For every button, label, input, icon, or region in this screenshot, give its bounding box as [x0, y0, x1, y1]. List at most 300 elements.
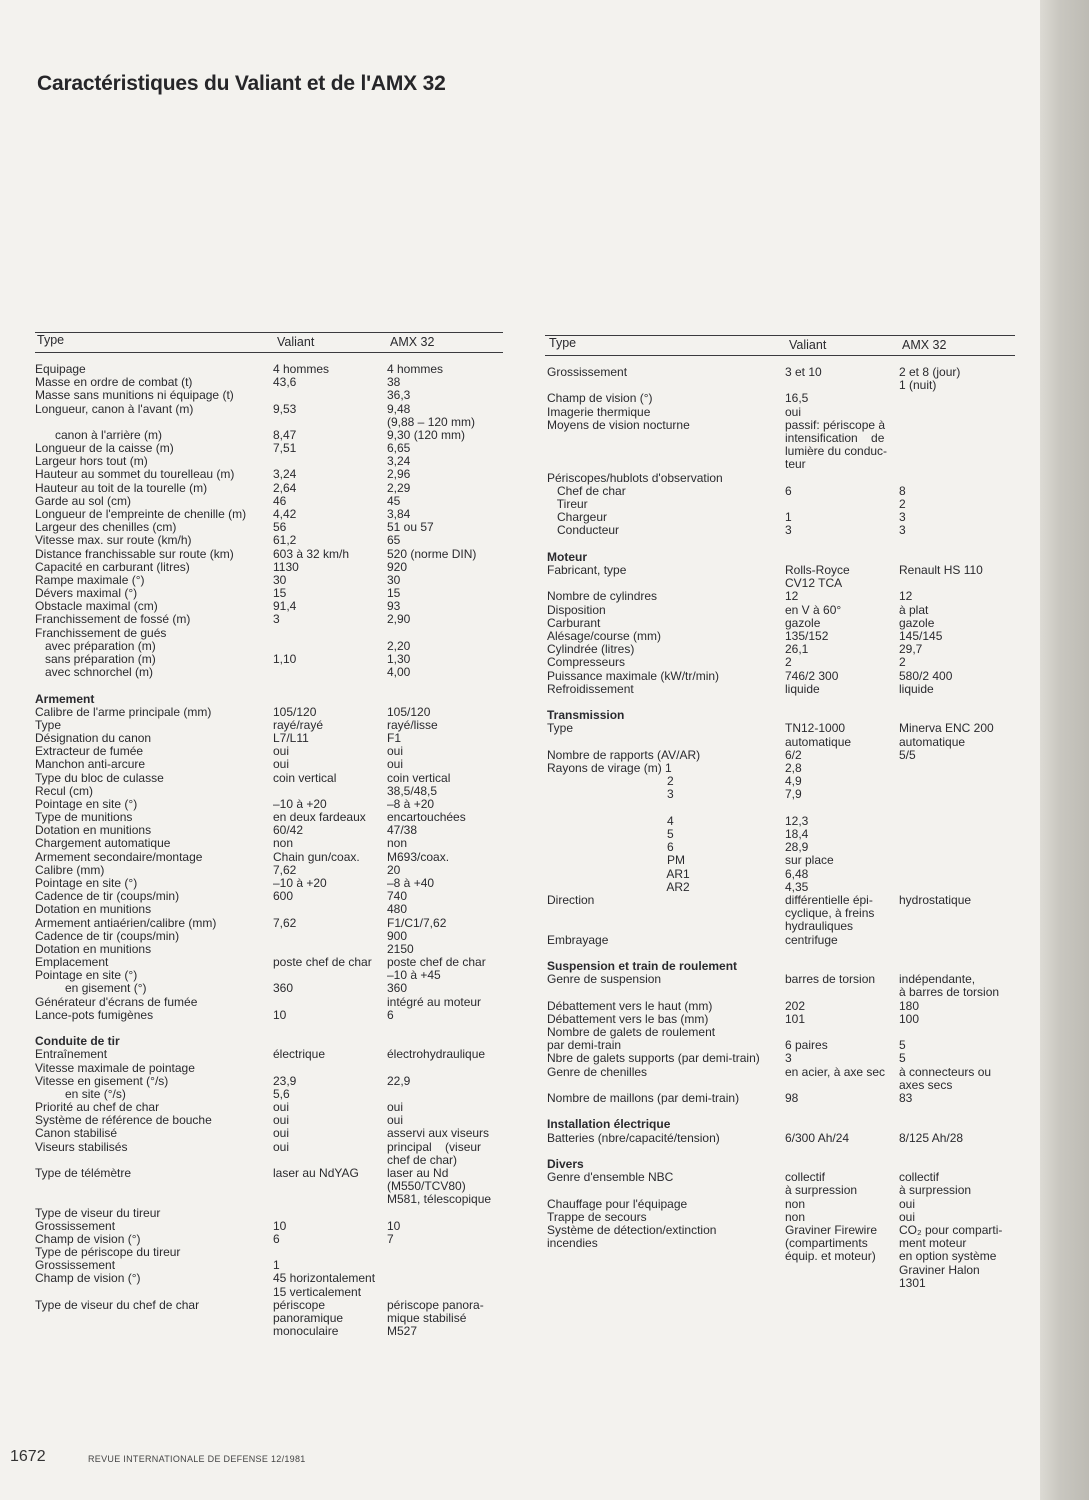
amx32-value: 6,65 — [387, 441, 411, 456]
valiant-value: 28,9 — [785, 840, 809, 855]
header-rule-bottom — [545, 355, 1015, 356]
amx32-value: 3 — [899, 523, 906, 538]
valiant-value: électrique — [273, 1047, 326, 1062]
amx32-value: électrohydraulique — [387, 1047, 486, 1062]
valiant-value: 105/120 — [273, 704, 317, 719]
amx32-value: axes secs — [899, 1077, 953, 1092]
valiant-value: sur place — [785, 853, 834, 868]
header-valiant: Valiant — [789, 338, 827, 352]
valiant-value: 91,4 — [273, 599, 297, 614]
spec-label: Priorité au chef de char — [35, 1100, 160, 1115]
valiant-value: 45 horizontalement — [273, 1271, 376, 1286]
amx32-value: M693/coax. — [387, 849, 450, 864]
spec-label: Chef de char — [547, 483, 626, 498]
spec-label: Dotation en munitions — [35, 941, 152, 956]
valiant-value: 4,42 — [273, 506, 297, 521]
spec-label: Rayons de virage (m) 1 — [547, 761, 672, 775]
spec-label: Champ de vision (°) — [547, 391, 653, 406]
amx32-value: périscope panora- — [387, 1297, 484, 1312]
spec-label: Masse sans munitions ni équipage (t) — [35, 388, 234, 403]
amx32-value: en option système — [899, 1249, 997, 1264]
amx32-value: 2 — [899, 655, 906, 670]
valiant-value: teur — [785, 457, 806, 472]
spec-label: Champ de vision (°) — [35, 1271, 141, 1286]
amx32-value: (M550/TCV80) — [387, 1179, 466, 1194]
spec-label: Embrayage — [547, 932, 609, 947]
amx32-value: non — [387, 836, 408, 851]
valiant-value: poste chef de char — [273, 955, 372, 970]
amx32-value: 105/120 — [387, 704, 431, 719]
amx32-value: oui — [387, 1100, 404, 1115]
amx32-value: –8 à +40 — [387, 876, 435, 891]
spec-label: Périscopes/hublots d'observation — [547, 470, 723, 485]
valiant-value: 360 — [273, 981, 294, 996]
spec-label: Direction — [547, 893, 595, 907]
amx32-value: 5/5 — [899, 747, 916, 762]
amx32-value: 7 — [387, 1231, 394, 1246]
scan-edge — [1040, 0, 1089, 1500]
spec-label: Viseurs stabilisés — [35, 1139, 128, 1154]
valiant-value: 26,1 — [785, 642, 809, 657]
amx32-value: oui — [387, 744, 404, 759]
spec-label: Pointage en site (°) — [35, 796, 138, 811]
valiant-value: –10 à +20 — [273, 876, 327, 891]
valiant-value: 60/42 — [273, 823, 304, 838]
spec-label: Emplacement — [35, 955, 109, 970]
header-amx32: AMX 32 — [390, 335, 435, 349]
valiant-value: CV12 TCA — [785, 576, 843, 591]
amx32-value: F1 — [387, 731, 402, 746]
valiant-value: oui — [273, 744, 290, 759]
amx32-value: à surpression — [899, 1183, 972, 1198]
amx32-value: 9,48 — [387, 401, 411, 416]
valiant-value: 6 — [785, 483, 792, 498]
amx32-value: 10 — [387, 1218, 401, 1233]
valiant-value: en acier, à axe sec — [785, 1064, 886, 1079]
left-spec-table — [35, 332, 503, 1372]
spec-label: Débattement vers le haut (mm) — [547, 998, 713, 1013]
spec-label: Désignation du canon — [35, 731, 152, 746]
valiant-value: 1130 — [273, 559, 299, 574]
amx32-value: Graviner Halon — [899, 1262, 980, 1277]
spec-label: 6 — [547, 840, 674, 855]
valiant-value: oui — [273, 757, 290, 772]
valiant-value: L7/L11 — [273, 731, 309, 746]
header-rule-top — [545, 335, 1015, 336]
spec-label: Alésage/course (mm) — [547, 629, 662, 643]
valiant-value: Graviner Firewire — [785, 1223, 878, 1237]
amx32-value: coin vertical — [387, 770, 451, 785]
spec-label: Trappe de secours — [547, 1209, 647, 1224]
spec-label: Type du bloc de culasse — [35, 770, 164, 785]
amx32-value: 3,24 — [387, 454, 411, 469]
spec-label: Obstacle maximal (cm) — [35, 599, 158, 614]
valiant-value: en deux fardeaux — [273, 810, 366, 825]
spec-label: Vitesse en gisement (°/s) — [35, 1073, 169, 1088]
amx32-value: 2150 — [387, 941, 414, 956]
valiant-value: Rolls-Royce — [785, 563, 850, 577]
amx32-value: 2,90 — [387, 612, 411, 627]
valiant-value: 3 — [785, 1051, 792, 1066]
spec-label: Vitesse maximale de pointage — [35, 1060, 195, 1075]
amx32-value: à barres de torsion — [899, 985, 1000, 1000]
valiant-value: TN12-1000 — [785, 721, 846, 736]
valiant-value: 3 — [273, 612, 280, 627]
valiant-value: oui — [273, 1139, 290, 1154]
valiant-value: gazole — [785, 615, 821, 630]
spec-label: Débattement vers le bas (mm) — [547, 1011, 709, 1026]
amx32-value: 3,84 — [387, 506, 411, 521]
valiant-value: 43,6 — [273, 375, 297, 390]
amx32-value: CO₂ pour comparti- — [899, 1223, 1003, 1237]
valiant-value: 3 — [785, 523, 792, 538]
amx32-value: 8/125 Ah/28 — [899, 1130, 964, 1145]
valiant-value: 746/2 300 — [785, 668, 839, 683]
spec-label: Conducteur — [547, 523, 620, 538]
spec-label: AR2 — [547, 879, 690, 894]
spec-label: Distance franchissable sur route (km) — [35, 546, 234, 561]
amx32-value: F1/C1/7,62 — [387, 915, 447, 930]
valiant-value: 6,48 — [785, 866, 809, 881]
header-rule-bottom — [35, 352, 503, 353]
valiant-value: 10 — [273, 1007, 287, 1022]
spec-label: Franchissement de fossé (m) — [35, 612, 191, 627]
amx32-value: collectif — [899, 1170, 940, 1185]
valiant-value: barres de torsion — [785, 972, 876, 987]
spec-label: Dotation en munitions — [35, 902, 152, 917]
valiant-value: 30 — [273, 572, 287, 587]
amx32-value: 6 — [387, 1007, 394, 1022]
spec-label: 2 — [547, 774, 674, 789]
amx32-value: principal (viseur — [387, 1139, 482, 1154]
spec-label: Type de télémètre — [35, 1165, 132, 1180]
amx32-value: asservi aux viseurs — [387, 1126, 490, 1141]
amx32-value: 740 — [387, 889, 408, 904]
section-heading: Installation électrique — [547, 1117, 671, 1132]
spec-label: Lance-pots fumigènes — [35, 1007, 154, 1022]
amx32-value: 4 hommes — [387, 362, 444, 376]
valiant-value: oui — [273, 1126, 290, 1141]
valiant-value: 8,47 — [273, 427, 297, 442]
amx32-value: à plat — [899, 602, 929, 617]
section-heading: Divers — [547, 1157, 584, 1171]
amx32-value: 520 (norme DIN) — [387, 546, 477, 561]
amx32-value: 12 — [899, 589, 913, 604]
valiant-value: 7,62 — [273, 915, 297, 930]
spec-label: Chauffage pour l'équipage — [547, 1196, 688, 1211]
amx32-value: 100 — [899, 1011, 920, 1026]
valiant-value: 3 et 10 — [785, 365, 822, 379]
amx32-value: poste chef de char — [387, 955, 486, 970]
spec-label: Type de viseur du chef de char — [35, 1297, 200, 1312]
spec-label: Genre d'ensemble NBC — [547, 1170, 674, 1185]
spec-label: incendies — [547, 1236, 598, 1251]
spec-label: Chargeur — [547, 510, 608, 525]
amx32-value: –10 à +45 — [387, 968, 441, 983]
valiant-value: –10 à +20 — [273, 796, 327, 811]
spec-label: Canon stabilisé — [35, 1126, 118, 1141]
spec-label: Cylindrée (litres) — [547, 642, 635, 657]
amx32-value: intégré au moteur — [387, 994, 482, 1009]
spec-label: Vitesse max. sur route (km/h) — [35, 533, 192, 548]
amx32-value: 30 — [387, 572, 401, 587]
spec-label: Longueur de la caisse (m) — [35, 441, 174, 456]
amx32-value: Renault HS 110 — [899, 563, 983, 577]
valiant-value: 12,3 — [785, 813, 809, 828]
amx32-value: 2 — [899, 497, 906, 511]
valiant-value: 202 — [785, 998, 806, 1013]
valiant-value: rayé/rayé — [273, 717, 324, 732]
amx32-value: Minerva ENC 200 — [899, 721, 994, 736]
valiant-value: 98 — [785, 1091, 799, 1105]
spec-label: Fabricant, type — [547, 563, 627, 577]
amx32-value: 180 — [899, 998, 920, 1013]
amx32-value: automatique — [899, 734, 966, 749]
spec-label: Largeur des chenilles (cm) — [35, 520, 177, 535]
spec-label: Grossissement — [547, 365, 628, 379]
valiant-value: oui — [273, 1113, 290, 1128]
amx32-value: 2,20 — [387, 638, 411, 653]
amx32-value: 83 — [899, 1091, 913, 1105]
amx32-value: à connecteurs ou — [899, 1064, 992, 1079]
amx32-value: oui — [387, 1113, 404, 1128]
amx32-value: 3 — [899, 510, 906, 525]
amx32-value: hydrostatique — [899, 893, 972, 907]
amx32-value: 580/2 400 — [899, 668, 953, 683]
spec-label: Type de munitions — [35, 810, 133, 825]
spec-label: canon à l'arrière (m) — [35, 427, 162, 442]
spec-label: en site (°/s) — [35, 1086, 126, 1101]
spec-label: Capacité en carburant (litres) — [35, 559, 190, 574]
amx32-value: 47/38 — [387, 823, 418, 838]
right-spec-table — [545, 335, 1015, 1375]
amx32-value: 1 (nuit) — [899, 378, 937, 393]
spec-label: Champ de vision (°) — [35, 1231, 141, 1246]
page-title: Caractéristiques du Valiant et de l'AMX 32 — [37, 72, 446, 95]
valiant-value: en V à 60° — [785, 602, 842, 617]
amx32-value: 1,30 — [387, 651, 411, 666]
section-heading: Suspension et train de roulement — [547, 959, 738, 973]
spec-label: Tireur — [547, 497, 588, 511]
spec-label: Batteries (nbre/capacité/tension) — [547, 1130, 720, 1145]
valiant-value: 4,35 — [785, 879, 809, 894]
spec-label: Compresseurs — [547, 655, 626, 670]
amx32-value: 360 — [387, 981, 408, 996]
valiant-value: intensification de — [785, 431, 885, 445]
amx32-value: 15 — [387, 586, 401, 601]
amx32-value: ment moteur — [899, 1236, 967, 1251]
valiant-value: 4,9 — [785, 774, 802, 789]
amx32-value: 2,29 — [387, 480, 411, 495]
spec-label: Puissance maximale (kW/tr/min) — [547, 668, 720, 683]
valiant-value: 2,8 — [785, 761, 802, 775]
valiant-value: non — [785, 1196, 806, 1211]
section-heading: Conduite de tir — [35, 1034, 120, 1049]
spec-label: Armement secondaire/montage — [35, 849, 203, 864]
header-type: Type — [549, 336, 577, 350]
amx32-value: 5 — [899, 1051, 906, 1066]
spec-label: Nbre de galets supports (par demi-train) — [547, 1051, 760, 1066]
amx32-value: 29,7 — [899, 642, 923, 657]
valiant-value: 18,4 — [785, 827, 809, 841]
header-valiant: Valiant — [277, 335, 315, 349]
spec-label: Entraînement — [35, 1047, 108, 1062]
spec-label: Cadence de tir (coups/min) — [35, 928, 180, 943]
amx32-value: 65 — [387, 533, 401, 548]
header-rule-top — [35, 332, 503, 333]
journal-name: REVUE INTERNATIONALE DE DEFENSE 12/1981 — [88, 1454, 306, 1464]
valiant-value: 1 — [273, 1258, 280, 1273]
spec-label: Pointage en site (°) — [35, 968, 138, 983]
valiant-value: 9,53 — [273, 401, 297, 416]
spec-label: Disposition — [547, 602, 606, 617]
amx32-value: 1301 — [899, 1275, 926, 1290]
valiant-value: non — [273, 836, 294, 851]
spec-label: Type de périscope du tireur — [35, 1245, 181, 1260]
amx32-value: 480 — [387, 902, 408, 917]
valiant-value: monoculaire — [273, 1324, 339, 1339]
spec-label: 4 — [547, 813, 674, 828]
valiant-value: hydrauliques — [785, 919, 854, 934]
amx32-value: 2 et 8 (jour) — [899, 365, 961, 379]
valiant-value: différentielle épi- — [785, 893, 873, 907]
amx32-value: 5 — [899, 1038, 906, 1053]
spec-label: PM — [547, 853, 686, 868]
spec-label: Genre de suspension — [547, 972, 662, 987]
valiant-value: à surpression — [785, 1183, 858, 1198]
spec-label: Grossissement — [35, 1218, 116, 1233]
spec-label: Imagerie thermique — [547, 404, 651, 419]
valiant-value: 1 — [785, 510, 792, 525]
spec-label: Franchissement de gués — [35, 625, 167, 640]
valiant-value: liquide — [785, 681, 820, 696]
valiant-value: coin vertical — [273, 770, 337, 785]
spec-label: Hauteur au toit de la tourelle (m) — [35, 480, 208, 495]
amx32-value: M581, télescopique — [387, 1192, 492, 1207]
amx32-value: laser au Nd — [387, 1165, 449, 1180]
amx32-value: chef de char) — [387, 1152, 458, 1167]
spec-label: Dotation en munitions — [35, 823, 152, 838]
valiant-value: 7,62 — [273, 862, 297, 877]
spec-label: Générateur d'écrans de fumée — [35, 994, 198, 1009]
spec-label: Rampe maximale (°) — [35, 572, 145, 587]
spec-label: Extracteur de fumée — [35, 744, 144, 759]
spec-label: Nombre de rapports (AV/AR) — [547, 747, 701, 762]
spec-label: avec préparation (m) — [35, 638, 156, 653]
amx32-value: 51 ou 57 — [387, 520, 434, 535]
amx32-value: 9,30 (120 mm) — [387, 427, 466, 442]
valiant-value: cyclique, à freins — [785, 906, 875, 921]
valiant-value: 6/2 — [785, 747, 802, 762]
spec-label: en gisement (°) — [35, 981, 147, 996]
amx32-value: 45 — [387, 493, 401, 508]
spec-label: Type — [35, 717, 62, 732]
valiant-value: 1,10 — [273, 651, 297, 666]
amx32-value: indépendante, — [899, 972, 976, 987]
amx32-value: 93 — [387, 599, 401, 614]
valiant-value: 16,5 — [785, 391, 809, 406]
valiant-value: Chain gun/coax. — [273, 849, 360, 864]
valiant-value: périscope — [273, 1297, 326, 1312]
spec-label: Nombre de cylindres — [547, 589, 658, 604]
spec-label: Garde au sol (cm) — [35, 493, 132, 508]
amx32-value: mique stabilisé — [387, 1310, 467, 1325]
amx32-value: 4,00 — [387, 665, 411, 680]
spec-label: Armement antiaérien/calibre (mm) — [35, 915, 217, 930]
valiant-value: laser au NdYAG — [273, 1165, 359, 1180]
spec-label: Longueur, canon à l'avant (m) — [35, 401, 194, 416]
header-amx32: AMX 32 — [902, 338, 947, 352]
amx32-value: oui — [899, 1196, 916, 1211]
valiant-value: 600 — [273, 889, 294, 904]
spec-label: Moyens de vision nocturne — [547, 417, 690, 432]
valiant-value: 15 — [273, 586, 287, 601]
spec-label: Refroidissement — [547, 681, 634, 696]
amx32-value: liquide — [899, 681, 934, 696]
spec-label: avec schnorchel (m) — [35, 665, 154, 680]
amx32-value: rayé/lisse — [387, 717, 438, 732]
spec-label: Hauteur au sommet du tourelleau (m) — [35, 467, 235, 482]
amx32-value: 38 — [387, 375, 401, 390]
amx32-value: 920 — [387, 559, 408, 574]
valiant-value: non — [785, 1209, 806, 1224]
valiant-value: 3,24 — [273, 467, 297, 482]
valiant-value: 46 — [273, 493, 287, 508]
valiant-value: 23,9 — [273, 1073, 297, 1088]
amx32-value: 20 — [387, 862, 401, 877]
valiant-value: 101 — [785, 1011, 806, 1026]
valiant-value: 7,51 — [273, 441, 297, 456]
spec-label: Grossissement — [35, 1258, 116, 1273]
valiant-value: (compartiments — [785, 1236, 868, 1251]
header-type: Type — [37, 333, 65, 347]
spec-label: par demi-train — [547, 1038, 622, 1053]
section-heading: Transmission — [547, 708, 625, 723]
amx32-value: gazole — [899, 615, 935, 630]
amx32-value: oui — [899, 1209, 916, 1224]
spec-label: Système de détection/extinction — [547, 1223, 717, 1237]
page-number: 1672 — [10, 1448, 46, 1465]
valiant-value: 10 — [273, 1218, 287, 1233]
spec-label: Nombre de maillons (par demi-train) — [547, 1091, 740, 1105]
valiant-value: 2 — [785, 655, 792, 670]
valiant-value: 15 verticalement — [273, 1284, 362, 1299]
valiant-value: 2,64 — [273, 480, 297, 495]
section-heading: Moteur — [547, 549, 587, 564]
spec-label: AR1 — [547, 866, 690, 881]
spec-label: Type — [547, 721, 574, 736]
valiant-value: passif: périscope à — [785, 417, 886, 432]
valiant-value: 5,6 — [273, 1086, 290, 1101]
valiant-value: lumière du conduc- — [785, 444, 888, 459]
spec-label: Masse en ordre de combat (t) — [35, 375, 193, 390]
spec-label: Manchon anti-arcure — [35, 757, 146, 772]
spec-label: Longueur de l'empreinte de chenille (m) — [35, 506, 247, 521]
valiant-value: 56 — [273, 520, 287, 535]
spec-label: Nombre de galets de roulement — [547, 1025, 716, 1039]
spec-label: Carburant — [547, 615, 601, 630]
spec-label: Système de référence de bouche — [35, 1113, 212, 1128]
spec-label: Equipage — [35, 362, 86, 376]
valiant-value: automatique — [785, 734, 852, 749]
spec-label: Dévers maximal (°) — [35, 586, 138, 601]
valiant-value: oui — [273, 1100, 290, 1115]
amx32-value: M527 — [387, 1324, 418, 1339]
amx32-value: 2,96 — [387, 467, 411, 482]
spec-label: Cadence de tir (coups/min) — [35, 889, 180, 904]
spec-label: Genre de chenilles — [547, 1064, 648, 1079]
valiant-value: collectif — [785, 1170, 826, 1185]
